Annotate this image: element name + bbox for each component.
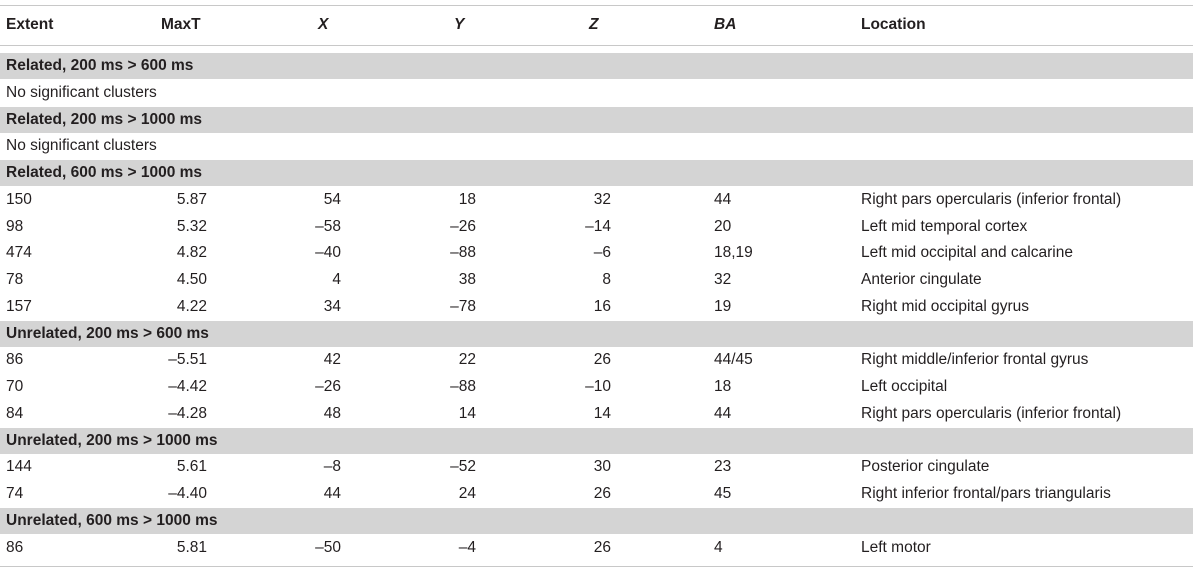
cell-z: 30 (593, 458, 611, 476)
cell-x: –40 (315, 244, 341, 262)
cell-extent: 86 (6, 351, 24, 369)
group-title: Unrelated, 600 ms > 1000 ms (6, 511, 218, 529)
table-row (0, 401, 1193, 427)
cell-location: Anterior cingulate (861, 271, 982, 288)
cell-location: Right pars opercularis (inferior frontal) (861, 404, 1122, 422)
group-title: Related, 600 ms > 1000 ms (6, 164, 203, 181)
cell-location: Left occipital (861, 378, 948, 395)
cell-ba: 20 (714, 217, 732, 235)
cell-z: 14 (593, 404, 611, 422)
cell-y: 14 (458, 404, 476, 422)
note-row (0, 133, 1193, 159)
header-extent: Extent (6, 16, 54, 33)
cell-y: –4 (458, 538, 476, 556)
cell-location: Right mid occipital gyrus (861, 297, 1029, 315)
cell-extent: 157 (6, 297, 32, 315)
cell-y: 38 (458, 271, 476, 288)
cell-ba: 19 (714, 297, 732, 315)
group-title: Unrelated, 200 ms > 1000 ms (6, 431, 218, 449)
cell-y: –88 (450, 244, 476, 262)
cell-maxt: 5.87 (176, 190, 207, 208)
cell-maxt: –4.28 (168, 404, 207, 422)
cell-x: –58 (315, 217, 341, 235)
table-row (0, 374, 1193, 400)
cell-extent: 84 (6, 404, 24, 422)
group-heading-row (0, 428, 1193, 454)
cell-extent: 86 (6, 538, 24, 556)
note-row (0, 80, 1193, 106)
cell-z: 26 (593, 485, 611, 502)
cell-maxt: –4.42 (168, 378, 207, 395)
table-row (0, 347, 1193, 373)
cell-extent: 70 (6, 378, 24, 395)
cell-y: –26 (450, 217, 476, 235)
cell-ba: 45 (714, 485, 732, 502)
header-location: Location (861, 16, 926, 33)
cell-y: –88 (450, 378, 476, 395)
header-ba: BA (714, 16, 737, 33)
table-row (0, 187, 1193, 213)
cell-extent: 98 (6, 217, 24, 235)
group-title: Related, 200 ms > 1000 ms (6, 110, 203, 128)
cell-location: Right inferior frontal/pars triangularis (861, 485, 1111, 502)
cell-ba: 44/45 (714, 351, 753, 369)
cell-x: 54 (323, 190, 341, 208)
cell-ba: 44 (714, 190, 732, 208)
cell-x: 42 (323, 351, 341, 369)
cell-location: Posterior cingulate (861, 458, 990, 476)
cell-location: Left mid occipital and calcarine (861, 244, 1073, 262)
cell-z: 26 (593, 351, 611, 369)
group-heading-row (0, 508, 1193, 534)
table-row (0, 481, 1193, 507)
table-row (0, 535, 1193, 561)
table-row (0, 454, 1193, 480)
table-top-rule (0, 5, 1193, 6)
cell-maxt: –5.51 (168, 351, 207, 369)
cell-z: 16 (593, 297, 611, 315)
cell-location: Right pars opercularis (inferior frontal) (861, 190, 1122, 208)
group-title: Related, 200 ms > 600 ms (6, 57, 194, 74)
table-row (0, 267, 1193, 293)
cell-maxt: 5.81 (176, 538, 207, 556)
cell-ba: 23 (714, 458, 732, 476)
cell-ba: 18 (714, 378, 732, 395)
header-maxt: MaxT (161, 16, 201, 33)
header-x: X (318, 16, 329, 33)
cell-z: 32 (593, 190, 611, 208)
cell-x: 4 (332, 271, 341, 288)
header-z: Z (589, 16, 599, 33)
cell-ba: 32 (714, 271, 732, 288)
cell-y: 22 (458, 351, 476, 369)
table-row (0, 294, 1193, 320)
cell-extent: 474 (6, 244, 32, 262)
header-rule (0, 45, 1193, 46)
cell-maxt: –4.40 (168, 485, 207, 502)
table-row (0, 240, 1193, 266)
cell-z: –14 (585, 217, 611, 235)
cell-z: –10 (585, 378, 611, 395)
cell-extent: 78 (6, 271, 24, 288)
cell-y: 18 (458, 190, 476, 208)
cell-x: 34 (323, 297, 341, 315)
cell-extent: 74 (6, 485, 24, 502)
cell-extent: 150 (6, 190, 32, 208)
cell-extent: 144 (6, 458, 32, 476)
group-heading-row (0, 107, 1193, 133)
cell-z: 8 (602, 271, 611, 288)
header-y: Y (454, 16, 465, 33)
cell-z: –6 (593, 244, 611, 262)
cell-ba: 44 (714, 404, 732, 422)
cell-y: –78 (450, 297, 476, 315)
cell-maxt: 4.50 (176, 271, 207, 288)
no-clusters-note: No significant clusters (6, 137, 157, 155)
cell-z: 26 (593, 538, 611, 556)
table-row (0, 214, 1193, 240)
cell-x: –50 (315, 538, 341, 556)
cell-maxt: 5.61 (176, 458, 207, 476)
cell-ba: 18,19 (714, 244, 753, 262)
cell-location: Right middle/inferior frontal gyrus (861, 351, 1089, 369)
no-clusters-note: No significant clusters (6, 83, 157, 101)
cell-maxt: 4.22 (176, 297, 207, 315)
cell-x: –8 (323, 458, 341, 476)
cell-maxt: 5.32 (176, 217, 207, 235)
cell-y: –52 (450, 458, 476, 476)
cell-location: Left motor (861, 538, 931, 556)
cell-x: 48 (323, 404, 341, 422)
cell-x: –26 (315, 378, 341, 395)
table-bottom-rule (0, 566, 1193, 567)
group-title: Unrelated, 200 ms > 600 ms (6, 324, 209, 342)
cell-maxt: 4.82 (176, 244, 207, 262)
cell-ba: 4 (714, 538, 723, 556)
group-heading-row (0, 53, 1193, 79)
cell-y: 24 (458, 485, 476, 502)
cell-x: 44 (323, 485, 341, 502)
group-heading-row (0, 160, 1193, 186)
group-heading-row (0, 321, 1193, 347)
cell-location: Left mid temporal cortex (861, 217, 1028, 235)
